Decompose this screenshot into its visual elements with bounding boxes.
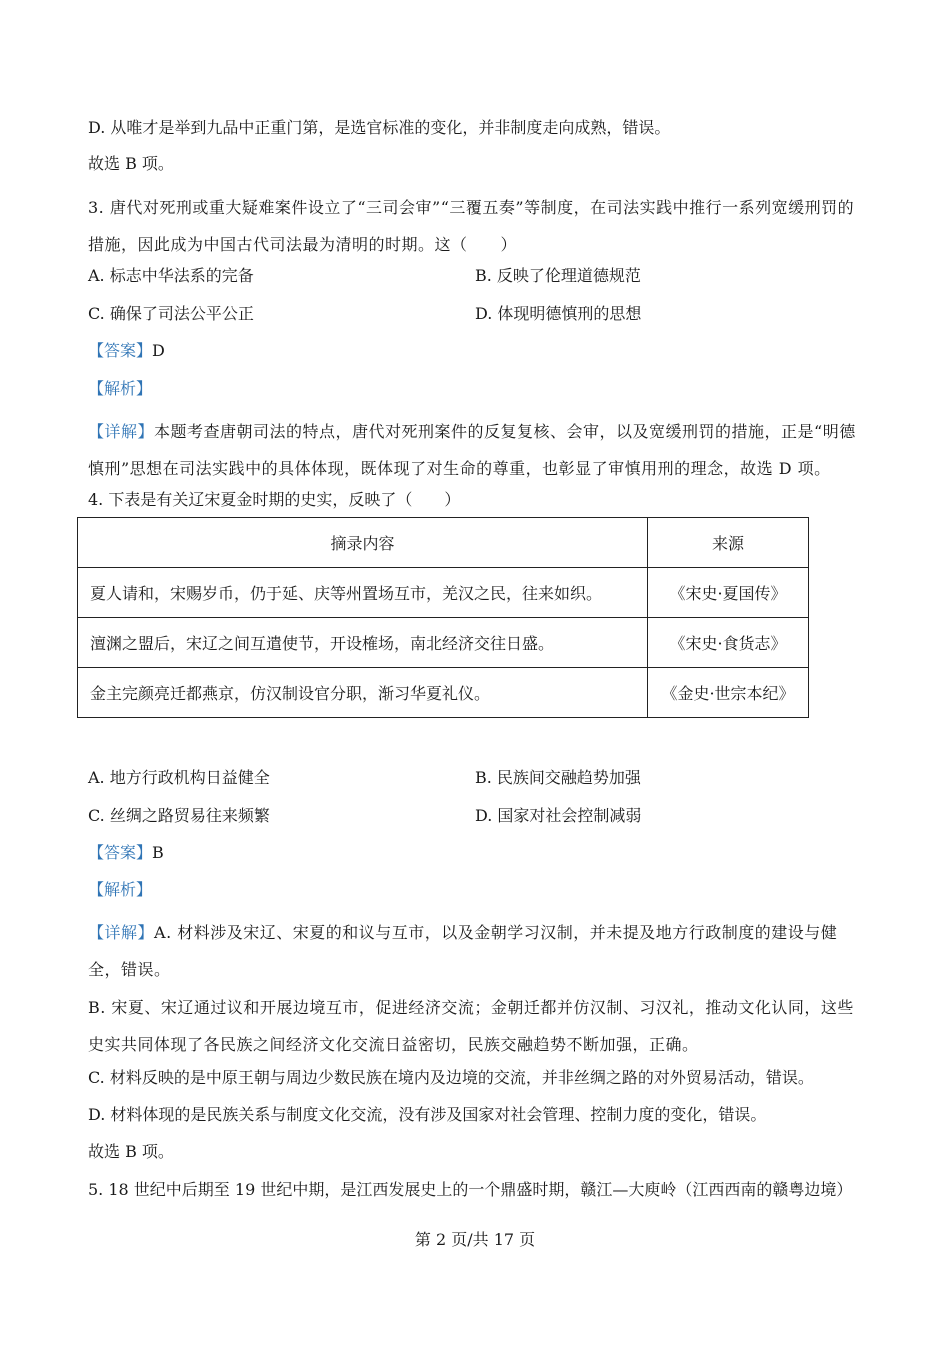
q3-stem: 3. 唐代对死刑或重大疑难案件设立了“三司会审”“三覆五奏”等制度，在司法实践中推行一系列宽缓刑罚的措施，因此成为中国古代司法最为清明的时期。这（ ） — [88, 198, 855, 254]
q3-answer-line — [88, 339, 165, 363]
table-cell-source: 《宋史·食货志》 — [648, 618, 809, 668]
prev-conclusion: 故选 B 项。 — [88, 154, 174, 173]
q4-conclusion: 故选 B 项。 — [88, 1142, 174, 1161]
detail-tag: 【详解】 — [88, 923, 155, 942]
table-row — [78, 668, 809, 718]
q4-option-a: A. 地方行政机构日益健全 — [88, 768, 270, 787]
q4-option-b: B. 民族间交融趋势加强 — [475, 768, 641, 787]
q4-detail-c: C. 材料反映的是中原王朝与周边少数民族在境内及边境的交流，并非丝绸之路的对外贸易活动，错误。 — [88, 1068, 814, 1087]
q4-answer-line — [88, 841, 164, 865]
q4-detail-d: D. 材料体现的是民族关系与制度文化交流，没有涉及国家对社会管理、控制力度的变化，错误。 — [88, 1105, 767, 1124]
q4-option-d: D. 国家对社会控制减弱 — [475, 806, 642, 825]
table-cell-source: 《宋史·夏国传》 — [648, 568, 809, 618]
table-header-content: 摘录内容 — [78, 518, 648, 568]
q4-detail-a — [88, 914, 868, 988]
q4-option-c: C. 丝绸之路贸易往来频繁 — [88, 806, 270, 825]
table-cell-content: 金主完颜亮迁都燕京，仿汉制设官分职，渐习华夏礼仪。 — [78, 668, 648, 718]
detail-tag: 【详解】 — [88, 422, 155, 441]
table-row — [78, 618, 809, 668]
q3-analysis-tag: 【解析】 — [88, 379, 153, 398]
table-cell-content: 澶渊之盟后，宋辽之间互遣使节，开设榷场，南北经济交往日盛。 — [78, 618, 648, 668]
q4-stem: 4. 下表是有关辽宋夏金时期的史实，反映了（ ） — [88, 490, 461, 509]
table-header-row — [78, 518, 809, 568]
page-number-footer: 第 2 页/共 17 页 — [414, 1230, 536, 1249]
q4-history-table — [77, 517, 809, 718]
q3-option-a: A. 标志中华法系的完备 — [88, 266, 254, 285]
answer-tag: 【答案】 — [88, 341, 153, 360]
q3-detail-text: 本题考查唐朝司法的特点，唐代对死刑案件的反复复核、会审，以及宽缓刑罚的措施，正是“明德慎刑”思想在司法实践中的具体体现，既体现了对生命的尊重，也彰显了审慎用刑的理念，故选 D 项。 — [88, 422, 856, 478]
table-row — [78, 568, 809, 618]
q3-option-b: B. 反映了伦理道德规范 — [475, 266, 641, 285]
q3-detail — [88, 413, 868, 487]
answer-tag: 【答案】 — [88, 843, 153, 862]
table-cell-source: 《金史·世宗本纪》 — [648, 668, 809, 718]
q3-answer: D — [152, 341, 165, 360]
q4-detail-b: B. 宋夏、宋辽通过议和开展边境互市，促进经济交流；金朝迁都并仿汉制、习汉礼，推动文化认同，这些史实共同体现了各民族之间经济文化交流日益密切，民族交融趋势不断加强，正确。 — [88, 998, 854, 1054]
q3-option-d: D. 体现明德慎刑的思想 — [475, 304, 642, 323]
q3-option-c: C. 确保了司法公平公正 — [88, 304, 254, 323]
prev-option-d-analysis: D. 从唯才是举到九品中正重门第，是选官标准的变化，并非制度走向成熟，错误。 — [88, 118, 671, 137]
q4-detail-a-text: A. 材料涉及宋辽、宋夏的和议与互市，以及金朝学习汉制，并未提及地方行政制度的建设与健全，错误。 — [88, 923, 838, 979]
q4-answer: B — [152, 843, 164, 862]
table-cell-content: 夏人请和，宋赐岁币，仍于延、庆等州置场互市，羌汉之民，往来如织。 — [78, 568, 648, 618]
q5-stem: 5. 18 世纪中后期至 19 世纪中期，是江西发展史上的一个鼎盛时期，赣江—大庾岭（江西西南的赣粤边境） — [88, 1180, 853, 1199]
q4-analysis-tag: 【解析】 — [88, 880, 153, 899]
table-header-source: 来源 — [648, 518, 809, 568]
